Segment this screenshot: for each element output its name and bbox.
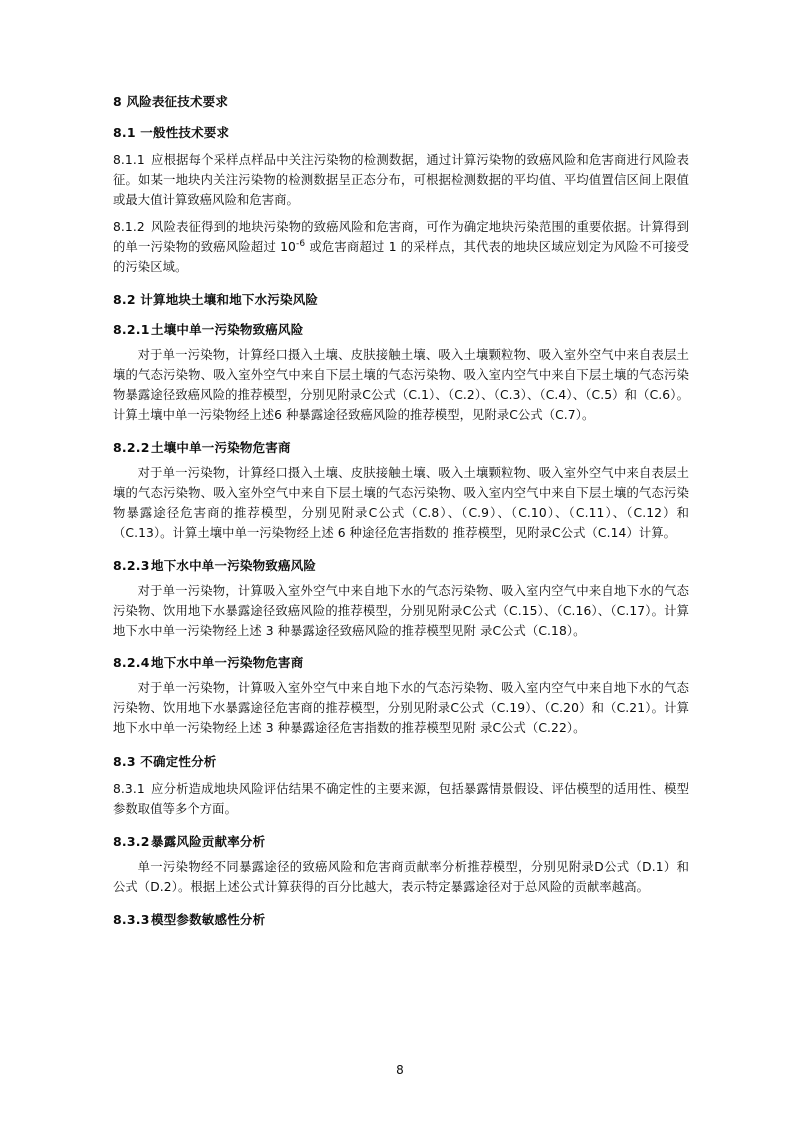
item-body-8-3-2: 单一污染物经不同暴露途径的致癌风险和危害商贡献率分析推荐模型，分别见附录D公式（D.1）和公式（D.2）。根据上述公式计算获得的百分比越大，表示特定暴露途径对于总风险的贡献率越高。	[113, 859, 689, 894]
paragraph-text-8-1-1: 应根据每个采样点样品中关注污染物的检测数据，通过计算污染物的致癌风险和危害商进行风险表征。如某一地块内关注污染物的检测数据呈正态分布，可根据检测数据的平均值、平均值置信区间上限值或最大值计算致癌风险和危害商。	[113, 153, 689, 207]
item-body-8-2-1: 对于单一污染物，计算经口摄入土壤、皮肤接触土壤、吸入土壤颗粒物、吸入室外空气中来自表层土壤的气态污染物、吸入室外空气中来自下层土壤的气态污染物、吸入室内空气中来自下层土壤的气态污染物暴露途径致癌风险的推荐模型，分别见附录C公式（C.1）、（C.2）、（C.3）、（C.4）、（C.5）和（C.6）。计算土壤中单一污染物经上述6 种暴露途径致癌风险的推荐模型，见附录C公式（C.7）。	[113, 348, 689, 423]
item-number-8-2-4: 8.2.4	[113, 655, 150, 671]
section-heading-8-3: 8.3 不确定性分析	[113, 754, 217, 770]
item-heading-8-2-3	[113, 556, 689, 574]
item-number-8-3-3: 8.3.3	[113, 911, 150, 927]
paragraph-text-8-1-2-after: 或危害商超过 1 的采样点，其代表的地块区域应划定为风险不可接受的污染区域。	[113, 239, 689, 274]
item-title-8-2-2: 土壤中单一污染物危害商	[151, 440, 291, 456]
paragraph-8-3-1	[113, 780, 689, 820]
paragraph-text-8-3-1: 应分析造成地块风险评估结果不确定性的主要来源，包括暴露情景假设、评估模型的适用性、模型参数取值等多个方面。	[113, 782, 689, 817]
paragraph-8-1-2	[113, 218, 689, 278]
item-number-8-2-1: 8.2.1	[113, 322, 150, 338]
item-title-8-2-1: 土壤中单一污染物致癌风险	[151, 322, 304, 338]
paragraph-8-1-1	[113, 151, 689, 211]
section-heading-8: 8 风险表征技术要求	[113, 94, 229, 109]
section-heading-8-1: 8.1 一般性技术要求	[113, 125, 230, 140]
item-heading-8-2-1	[113, 320, 689, 338]
item-body-8-2-2: 对于单一污染物，计算经口摄入土壤、皮肤接触土壤、吸入土壤颗粒物、吸入室外空气中来自表层土壤的气态污染物、吸入室外空气中来自下层土壤的气态污染物、吸入室内空气中来自下层土壤的气态污染物暴露途径危害商的推荐模型，分别见附录C公式（C.8）、（C.9）、（C.10）、（C.11）、（C.12）和（C.13）。计算土壤中单一污染物经上述 6 种途径危害指数的 推荐模型，见附录C公式（C.14）计算。	[113, 466, 689, 540]
item-body-8-2-4: 对于单一污染物，计算吸入室外空气中来自地下水的气态污染物、吸入室内空气中来自地下水的气态污染物、饮用地下水暴露途径危害商的推荐模型，分别见附录C公式（C.19）、（C.20）和（C.21）。计算地下水中单一污染物经上述 3 种暴露途径危害指数的推荐模型见附 录C公式（C.22）。	[113, 681, 689, 736]
superscript-exponent: -6	[295, 238, 306, 249]
item-number-8-3-2: 8.3.2	[113, 833, 150, 849]
page-content	[113, 92, 689, 936]
item-title-8-2-4: 地下水中单一污染物危害商	[151, 655, 304, 671]
item-title-8-3-3: 模型参数敏感性分析	[151, 911, 266, 927]
item-number-8-2-2: 8.2.2	[113, 440, 150, 456]
paragraph-text-8-1-2-before: 风险表征得到的地块污染物的致癌风险和危害商，可作为确定地块污染范围的重要依据。计算得到的单一污染物的致癌风险超过 10	[113, 219, 689, 254]
paragraph-number-8-1-1: 8.1.1	[113, 153, 145, 167]
item-heading-8-2-4	[113, 653, 689, 671]
item-heading-8-3-2	[113, 832, 689, 850]
section-heading-8-2: 8.2 计算地块土壤和地下水污染风险	[113, 292, 319, 308]
paragraph-number-8-3-1: 8.3.1	[113, 782, 145, 797]
paragraph-number-8-1-2: 8.1.2	[113, 219, 145, 234]
item-heading-8-2-2	[113, 438, 689, 456]
item-body-8-2-3: 对于单一污染物，计算吸入室外空气中来自地下水的气态污染物、吸入室内空气中来自地下水的气态污染物、饮用地下水暴露途径致癌风险的推荐模型，分别见附录C公式（C.15）、（C.16）、（C.17）。计算地下水中单一污染物经上述 3 种暴露途径致癌风险的推荐模型见附 录C公式（C.18）。	[113, 583, 689, 638]
item-title-8-3-2: 暴露风险贡献率分析	[151, 833, 266, 849]
item-number-8-2-3: 8.2.3	[113, 557, 150, 573]
page-number: 8	[396, 1063, 404, 1077]
item-heading-8-3-3	[113, 910, 689, 928]
item-title-8-2-3: 地下水中单一污染物致癌风险	[151, 557, 317, 573]
